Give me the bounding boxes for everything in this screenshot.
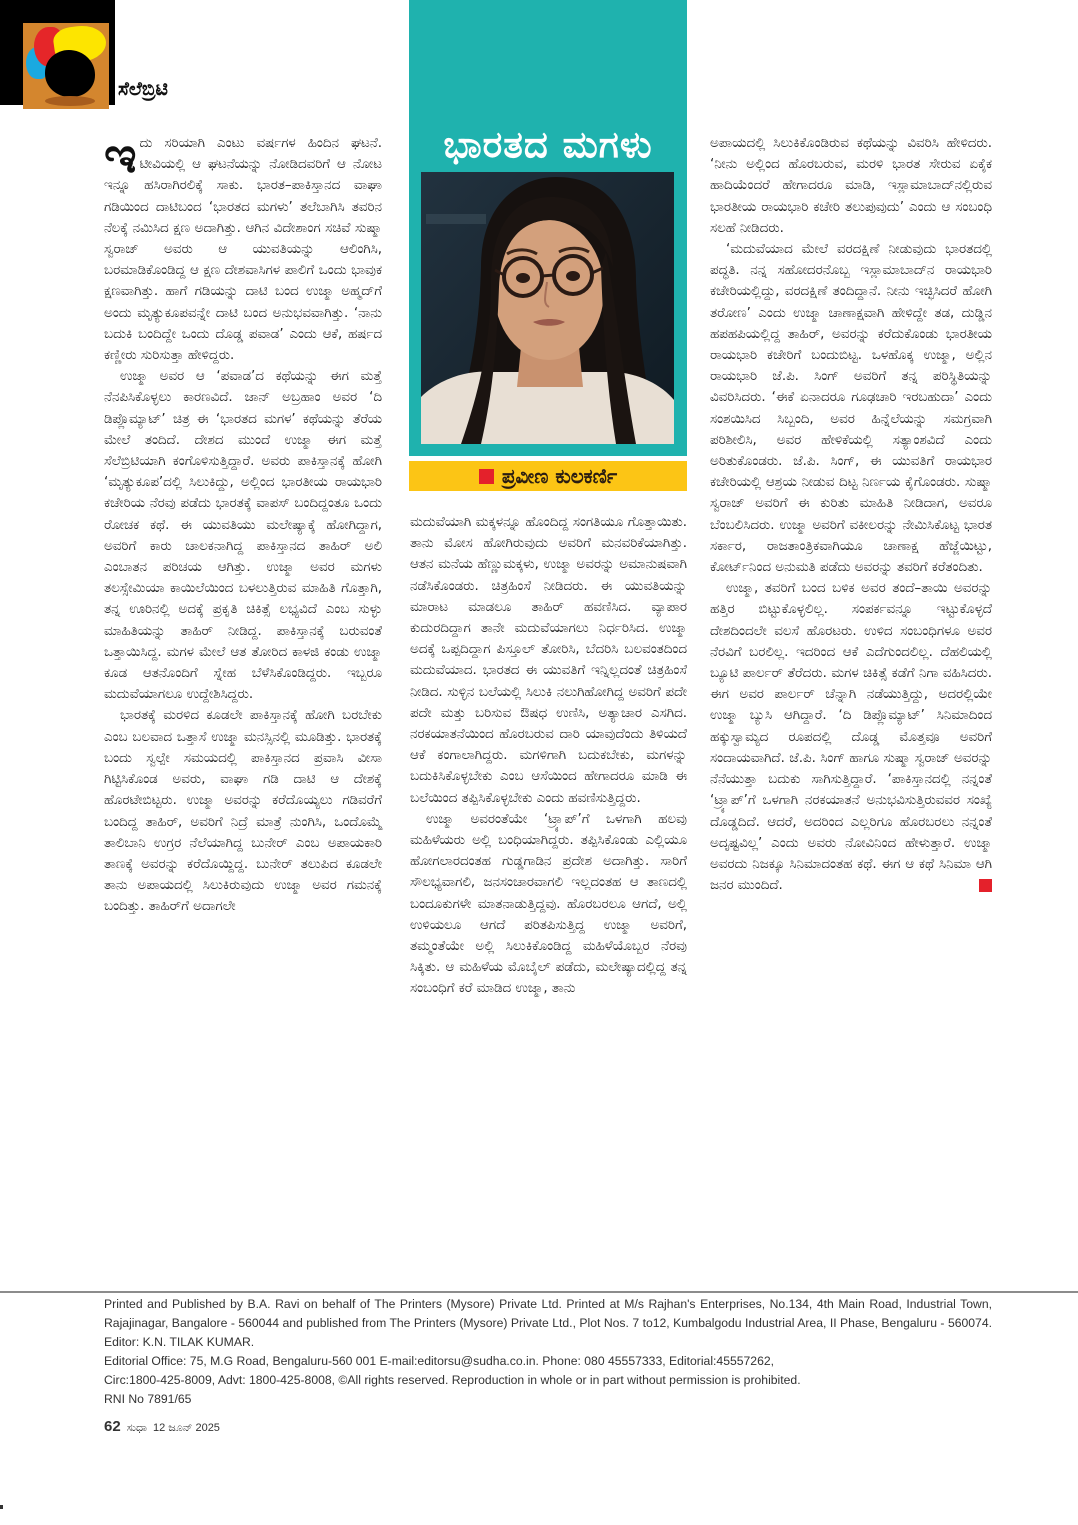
logo-shadow: [45, 96, 95, 106]
footer-divider: [0, 1291, 1078, 1293]
red-square-bullet-icon: [479, 469, 494, 484]
paragraph-4: ಮದುವೆಯಾಗಿ ಮಕ್ಕಳನ್ನೂ ಹೊಂದಿದ್ದ ಸಂಗತಿಯೂ ಗೊತ್ತಾಯಿತು. ತಾನು ಮೋಸ ಹೋಗಿರುವುದು ಅವರಿಗೆ ಮನವರಿಕೆಯಾಗಿತ್ತು. ಆತನ ಮನೆಯ ಹೆಣ್ಣುಮಕ್ಕಳು, ಉಜ್ಮಾ ಅವರನ್ನು ಅಮಾನುಷವಾಗಿ ನಡೆಸಿಕೊಂಡರು. ಚಿತ್ರಹಿಂಸೆ ನೀಡಿದರು. ಈ ಯುವತಿಯನ್ನು ಮಾರಾಟ ಮಾಡಲೂ ತಾಹಿರ್ ಹವಣಿಸಿದ. ವ್ಯಾಪಾರ ಕುದುರದಿದ್ದಾಗ ತಾನೇ ಮದುವೆಯಾಗಲು ನಿರ್ಧರಿಸಿದ. ಉಜ್ಮಾ ಅದಕ್ಕೆ ಒಪ್ಪದಿದ್ದಾಗ ಪಿಸ್ತೂಲ್ ತೋರಿಸಿ, ಬೆದರಿಸಿ ಬಲವಂತದಿಂದ ಮದುವೆಯಾದ. ಭಾರತದ ಈ ಯುವತಿಗೆ ಇನ್ನಿಲ್ಲದಂತೆ ಚಿತ್ರಹಿಂಸೆ ನೀಡಿದ. ಸುಳ್ಳಿನ ಬಲೆಯಲ್ಲಿ ಸಿಲುಕಿ ನಲುಗಿಹೋಗಿದ್ದ ಅವರಿಗೆ ಪದೇ ಪದೇ ಮತ್ತು ಬರಿಸುವ ಔಷಧ ಉಣಿಸಿ, ಅತ್ಯಾಚಾರ ಎಸಗಿದ. ನರಕಯಾತನೆಯಿಂದ ಹೊರಬರುವ ದಾರಿ ಯಾವುದೆಂದು ತಿಳಿಯದೆ ಆಕೆ ಕಂಗಾಲಾಗಿದ್ದರು. ಮಗಳಿಗಾಗಿ ಬದುಕಬೇಕು, ಮಗಳನ್ನು ಬದುಕಿಸಿಕೊಳ್ಳಬೇಕು ಎಂಬ ಆಸೆಯಿಂದ ಹೇಗಾದರೂ ಮಾಡಿ ಈ ಬಲೆಯಿಂದ ತಪ್ಪಿಸಿಕೊಳ್ಳಬೇಕು ಎಂದು ಹವಣಿಸುತ್ತಿದ್ದರು.: [410, 515, 687, 806]
article-title: ಭಾರತದ ಮಗಳು: [443, 123, 653, 166]
end-of-article-icon: [979, 879, 992, 892]
imprint-line-publisher: Printed and Published by B.A. Ravi on behalf of The Printers (Mysore) Private Ltd. Printed at M/s Rajhan's Enterprises, No.134, 4th Main Road, Industrial Town, Rajajinagar, Bangalore - 560044 and published from The Printers (Mysore) Private Ltd., Plot Nos. 7 to12, Kumbalgodu Industrial Area, II Phase, Bengaluru - 560074. Editor: K.N. TILAK KUMAR.: [104, 1297, 992, 1349]
paragraph-7: ‘ಮದುವೆಯಾದ ಮೇಲೆ ವರದಕ್ಷಿಣೆ ನೀಡುವುದು ಭಾರತದಲ್ಲಿ ಪದ್ಧತಿ. ನನ್ನ ಸಹೋದರನೊಬ್ಬ ಇಸ್ಲಾಮಾಬಾದ್‌ನ ರಾಯಭಾರಿ ಕಚೇರಿಯಲ್ಲಿದ್ದು, ವರದಕ್ಷಿಣೆ ತಂದಿದ್ದಾನೆ. ನೀನು ಇಚ್ಛಿಸಿದರೆ ಹೋಗಿ ತರೋಣ’ ಎಂದು ಉಜ್ಮಾ ಚಾಣಾಕ್ಷವಾಗಿ ಹೇಳಿದ್ದೇ ತಡ, ದುಡ್ಡಿನ ಹಪಹಪಿಯಲ್ಲಿದ್ದ ತಾಹಿರ್, ಅವರನ್ನು ಕರೆದುಕೊಂಡು ಭಾರತೀಯ ರಾಯಭಾರಿ ಕಚೇರಿಗೆ ಬಂದುಬಿಟ್ಟ. ಒಳಹೊಕ್ಕ ಉಜ್ಮಾ, ಅಲ್ಲಿನ ರಾಯಭಾರಿ ಜೆ.ಪಿ. ಸಿಂಗ್ ಅವರಿಗೆ ತನ್ನ ಪರಿಸ್ಥಿತಿಯನ್ನು ವಿವರಿಸಿದರು. ‘ಈಕೆ ಏನಾದರೂ ಗೂಢಚಾರಿ ಇರಬಹುದಾ’ ಎಂದು ಸಂಶಯಿಸಿದ ಸಿಬ್ಬಂದಿ, ಅವರ ಹಿನ್ನೆಲೆಯನ್ನು ಸಮಗ್ರವಾಗಿ ಪರಿಶೀಲಿಸಿ, ಅವರ ಹೇಳಿಕೆಯಲ್ಲಿ ಸತ್ಯಾಂಶವಿದೆ ಎಂದು ಅರಿತುಕೊಂಡರು. ಜೆ.ಪಿ. ಸಿಂಗ್, ಈ ಯುವತಿಗೆ ರಾಯಭಾರ ಕಚೇರಿಯಲ್ಲಿ ಆಶ್ರಯ ನೀಡುವ ದಿಟ್ಟ ನಿರ್ಣಯ ಕೈಗೊಂಡರು. ಸುಷ್ಮಾ ಸ್ವರಾಜ್ ಅವರಿಗೆ ಈ ಕುರಿತು ಮಾಹಿತಿ ನೀಡಿದಾಗ, ಅವರೂ ಬೆಂಬಲಿಸಿದರು. ಉಜ್ಮಾ ಅವರಿಗೆ ವಕೀಲರನ್ನು ನೇಮಿಸಿಕೊಟ್ಟ ಭಾರತ ಸರ್ಕಾರ, ರಾಜತಾಂತ್ರಿಕವಾಗಿಯೂ ಚಾಣಾಕ್ಷ ಹೆಜ್ಜೆಯಿಟ್ಟು, ಕೋರ್ಟ್‌ನಿಂದ ಅನುಮತಿ ಪಡೆದು ಅವರನ್ನು ತವರಿಗೆ ಕರೆತಂದಿತು.: [710, 242, 992, 576]
paragraph-2: ಉಜ್ಮಾ ಅವರ ಆ ‘ಪವಾಡ’ದ ಕಥೆಯನ್ನು ಈಗ ಮತ್ತೆ ನೆನಪಿಸಿಕೊಳ್ಳಲು ಕಾರಣವಿದೆ. ಜಾನ್ ಅಬ್ರಹಾಂ ಅವರ ‘ದಿ ಡಿಪ್ಲೊಮ್ಯಾಟ್’ ಚಿತ್ರ ಈ ‘ಭಾರತದ ಮಗಳ’ ಕಥೆಯನ್ನು ತೆರೆಯ ಮೇಲೆ ತಂದಿದೆ. ದೇಶದ ಮುಂದೆ ಉಜ್ಮಾ ಈಗ ಮತ್ತೆ ಸೆಲೆಬ್ರಿಟಿಯಾಗಿ ಕಂಗೊಳಿಸುತ್ತಿದ್ದಾರೆ. ಅವರು ಪಾಕಿಸ್ತಾನಕ್ಕೆ ಹೋಗಿ ‘ಮೃತ್ಯುಕೂಪ’ದಲ್ಲಿ ಸಿಲುಕಿದ್ದು, ಅಲ್ಲಿಂದ ಭಾರತೀಯ ರಾಯಭಾರಿ ಕಚೇರಿಯ ನೆರವು ಪಡೆದು ಭಾರತಕ್ಕೆ ವಾಪಸ್ ಬಂದಿದ್ದಂತೂ ಒಂದು ರೋಚಕ ಕಥೆ. ಈ ಯುವತಿಯು ಮಲೇಷ್ಯಾಕ್ಕೆ ಹೋಗಿದ್ದಾಗ, ಅವರಿಗೆ ಕಾರು ಚಾಲಕನಾಗಿದ್ದ ಪಾಕಿಸ್ತಾನದ ತಾಹಿರ್ ಅಲಿ ಎಂಬಾತನ ಪರಿಚಯ ಆಗಿತ್ತು. ಉಜ್ಮಾ ಅವರ ಮಗಳು ತಲಸ್ಸೇಮಿಯಾ ಕಾಯಿಲೆಯಿಂದ ಬಳಲುತ್ತಿರುವ ಮಾಹಿತಿ ಗೊತ್ತಾಗಿ, ತನ್ನ ಊರಿನಲ್ಲಿ ಅದಕ್ಕೆ ಪ್ರಕೃತಿ ಚಿಕಿತ್ಸೆ ಲಭ್ಯವಿದೆ ಎಂಬ ಸುಳ್ಳು ಮಾಹಿತಿಯನ್ನು ತಾಹಿರ್ ನೀಡಿದ್ದ. ಪಾಕಿಸ್ತಾನಕ್ಕೆ ಬರುವಂತೆ ಒತ್ತಾಯಿಸಿದ್ದ. ಮಗಳ ಮೇಲೆ ಆತ ತೋರಿದ ಕಾಳಜಿ ಕಂಡು ಉಜ್ಮಾ ಕೂಡ ಆತನೊಂದಿಗೆ ಸ್ನೇಹ ಬೆಳೆಸಿಕೊಂಡಿದ್ದರು. ಇಬ್ಬರೂ ಮದುವೆಯಾಗಲೂ ಉದ್ದೇಶಿಸಿದ್ದರು.: [104, 369, 382, 703]
imprint-line-contacts: Circ:1800-425-8009, Advt: 1800-425-8008, ©All rights reserved. Reproduction in whole or in part without permission is prohibited.: [104, 1373, 801, 1387]
article-column-3: [710, 133, 992, 896]
paragraph-5: ಉಜ್ಮಾ ಅವರಂತೆಯೇ ‘ಟ್ರ್ಯಾಪ್’ಗೆ ಒಳಗಾಗಿ ಹಲವು ಮಹಿಳೆಯರು ಅಲ್ಲಿ ಬಂಧಿಯಾಗಿದ್ದರು. ತಪ್ಪಿಸಿಕೊಂಡು ಎಲ್ಲಿಯೂ ಹೋಗಲಾರದಂತಹ ಗುಡ್ಡಗಾಡಿನ ಪ್ರದೇಶ ಅದಾಗಿತ್ತು. ಸಾರಿಗೆ ಸೌಲಭ್ಯವಾಗಲಿ, ಜನಸಂಚಾರವಾಗಲಿ ಇಲ್ಲದಂತಹ ಆ ತಾಣದಲ್ಲಿ ಬಂದೂಕುಗಳೇ ಮಾತನಾಡುತ್ತಿದ್ದವು. ಹೊರಬರಲೂ ಆಗದೆ, ಅಲ್ಲಿ ಉಳಿಯಲೂ ಆಗದೆ ಪರಿತಪಿಸುತ್ತಿದ್ದ ಉಜ್ಮಾ ಅವರಿಗೆ, ತಮ್ಮಂತೆಯೇ ಅಲ್ಲಿ ಸಿಲುಕಿಕೊಂಡಿದ್ದ ಮಹಿಳೆಯೊಬ್ಬರ ನೆರವು ಸಿಕ್ಕಿತು. ಆ ಮಹಿಳೆಯ ಮೊಬೈಲ್ ಪಡೆದು, ಮಲೇಷ್ಯಾದಲ್ಲಿದ್ದ ತನ್ನ ಸಂಬಂಧಿಗೆ ಕರೆ ಮಾಡಿದ ಉಜ್ಮಾ, ತಾನು: [410, 811, 687, 997]
issue-date: 12 ಜೂನ್ 2025: [153, 1422, 220, 1434]
crop-mark: [0, 1505, 3, 1509]
paragraph-3: ಭಾರತಕ್ಕೆ ಮರಳಿದ ಕೂಡಲೇ ಪಾಕಿಸ್ತಾನಕ್ಕೆ ಹೋಗಿ ಬರಬೇಕು ಎಂಬ ಬಲವಾದ ಒತ್ತಾಸೆ ಉಜ್ಮಾ ಮನಸ್ಸಿನಲ್ಲಿ ಮೂಡಿತ್ತು. ಭಾರತಕ್ಕೆ ಬಂದು ಸ್ವಲ್ಪೇ ಸಮಯದಲ್ಲಿ ಪಾಕಿಸ್ತಾನದ ಪ್ರವಾಸಿ ವೀಸಾ ಗಿಟ್ಟಿಸಿಕೊಂಡ ಅವರು, ವಾಘಾ ಗಡಿ ದಾಟಿ ಆ ದೇಶಕ್ಕೆ ಹೊರಟೇಬಿಟ್ಟರು. ಉಜ್ಮಾ ಅವರನ್ನು ಕರೆದೊಯ್ಯಲು ಗಡಿವರೆಗೆ ಬಂದಿದ್ದ ತಾಹಿರ್, ಅವರಿಗೆ ನಿದ್ರೆ ಮಾತ್ರೆ ನುಂಗಿಸಿ, ಒಂದೊಮ್ಮೆ ತಾಲಿಬಾನಿ ಉಗ್ರರ ನೆಲೆಯಾಗಿದ್ದ ಬುನೇರ್ ಎಂಬ ಅಪಾಯಕಾರಿ ತಾಣಕ್ಕೆ ಅವರನ್ನು ಕರೆದೊಯ್ದಿದ್ದ. ಬುನೇರ್ ತಲುಪಿದ ಕೂಡಲೇ ತಾನು ಅಪಾಯದಲ್ಲಿ ಸಿಲುಕಿರುವುದು ಉಜ್ಮಾ ಅವರ ಗಮನಕ್ಕೆ ಬಂದಿತ್ತು. ತಾಹಿರ್‌ಗೆ ಅದಾಗಲೇ: [104, 708, 382, 915]
celebrity-section-logo-icon: [23, 23, 109, 109]
portrait-illustration: [421, 172, 674, 444]
page-folio: [104, 1418, 220, 1435]
logo-black-blob: [45, 50, 95, 97]
magazine-name: ಸುಧಾ: [126, 1422, 148, 1434]
page-number: 62: [104, 1418, 121, 1435]
article-column-1: [104, 126, 382, 918]
paragraph-1: ಇದು ಸರಿಯಾಗಿ ಎಂಟು ವರ್ಷಗಳ ಹಿಂದಿನ ಘಟನೆ. ಟೀವಿಯಲ್ಲಿ ಆ ಘಟನೆಯನ್ನು ನೋಡಿದವರಿಗೆ ಆ ನೋಟ ಇನ್ನೂ ಹಸಿರಾಗಿರಲಿಕ್ಕೆ ಸಾಕು. ಭಾರತ–ಪಾಕಿಸ್ತಾನದ ವಾಘಾ ಗಡಿಯಿಂದ ದಾಟಿಬಂದ ‘ಭಾರತದ ಮಗಳು’ ತಲೆಬಾಗಿಸಿ ತವರಿನ ನೆಲಕ್ಕೆ ನಮಿಸಿದ ಕ್ಷಣ ಅದಾಗಿತ್ತು. ಆಗಿನ ವಿದೇಶಾಂಗ ಸಚಿವೆ ಸುಷ್ಮಾ ಸ್ವರಾಜ್ ಅವರು ಆ ಯುವತಿಯನ್ನು ಆಲಿಂಗಿಸಿ, ಬರಮಾಡಿಕೊಂಡಿದ್ದ ಆ ಕ್ಷಣ ದೇಶವಾಸಿಗಳ ಪಾಲಿಗೆ ಒಂದು ಭಾವುಕ ಕ್ಷಣವಾಗಿತ್ತು. ಹಾಗೆ ಗಡಿಯನ್ನು ದಾಟಿ ಬಂದ ಉಜ್ಮಾ ಅಹ್ಮದ್‌ಗೆ ಅಂದು ಮೃತ್ಯುಕೂಪವನ್ನೇ ದಾಟಿ ಬಂದ ಅನುಭವವಾಗಿತ್ತು. ‘ನಾನು ಬದುಕಿ ಬಂದಿದ್ದೇ ಒಂದು ದೊಡ್ಡ ಪವಾಡ’ ಎಂದು ಆಕೆ, ಹರ್ಷದ ಕಣ್ಣೀರು ಸುರಿಸುತ್ತಾ ಹೇಳಿದ್ದರು.: [104, 126, 382, 364]
portrait-photo: [421, 172, 674, 444]
imprint-line-rni: RNI No 7891/65: [104, 1392, 192, 1406]
article-column-2: [410, 512, 687, 1000]
section-label: ಸೆಲೆಬ್ರಿಟಿ: [118, 78, 168, 100]
imprint-block: [104, 1295, 992, 1409]
imprint-line-editorial-office: Editorial Office: 75, M.G Road, Bengaluru-560 001 E-mail:editorsu@sudha.co.in. Phone: 080 45557333, Editorial:45557262,: [104, 1354, 775, 1368]
paragraph-6: ಅಪಾಯದಲ್ಲಿ ಸಿಲುಕಿಕೊಂಡಿರುವ ಕಥೆಯನ್ನು ವಿವರಿಸಿ ಹೇಳಿದರು. ‘ನೀನು ಅಲ್ಲಿಂದ ಹೊರಬರುವ, ಮರಳಿ ಭಾರತ ಸೇರುವ ಏಕೈಕ ಹಾದಿಯೆಂದರೆ ಹೇಗಾದರೂ ಮಾಡಿ, ಇಸ್ಲಾಮಾಬಾದ್‌ನಲ್ಲಿರುವ ಭಾರತೀಯ ರಾಯಭಾರಿ ಕಚೇರಿ ತಲುಪುವುದು’ ಎಂದು ಆ ಸಂಬಂಧಿ ಸಲಹೆ ನೀಡಿದರು.: [710, 136, 992, 236]
paragraph-8: ಉಜ್ಮಾ, ತವರಿಗೆ ಬಂದ ಬಳಿಕ ಅವರ ತಂದೆ–ತಾಯಿ ಅವರನ್ನು ಹತ್ತಿರ ಬಿಟ್ಟುಕೊಳ್ಳಲಿಲ್ಲ. ಸಂಪರ್ಕವನ್ನೂ ಇಟ್ಟುಕೊಳ್ಳದೆ ದೇಶದಿಂದಲೇ ವಲಸೆ ಹೊರಟರು. ಉಳಿದ ಸಂಬಂಧಿಗಳೂ ಅವರ ನೆರವಿಗೆ ಬರಲಿಲ್ಲ. ಇದರಿಂದ ಆಕೆ ಎದೆಗುಂದಲಿಲ್ಲ. ದೆಹಲಿಯಲ್ಲಿ ಬ್ಯೂಟಿ ಪಾರ್ಲರ್ ತೆರೆದರು. ಮಗಳ ಚಿಕಿತ್ಸೆ ಕಡೆಗೆ ನಿಗಾ ವಹಿಸಿದರು. ಈಗ ಅವರ ಪಾರ್ಲರ್ ಚೆನ್ನಾಗಿ ನಡೆಯುತ್ತಿದ್ದು, ಅದರಲ್ಲಿಯೇ ಉಜ್ಮಾ ಬ್ಯುಸಿ ಆಗಿದ್ದಾರೆ. ‘ದಿ ಡಿಪ್ಲೊಮ್ಯಾಟ್’ ಸಿನಿಮಾದಿಂದ ಹಕ್ಕುಸ್ವಾಮ್ಯದ ರೂಪದಲ್ಲಿ ದೊಡ್ಡ ಮೊತ್ತವೂ ಅವರಿಗೆ ಸಂದಾಯವಾಗಿದೆ. ಜೆ.ಪಿ. ಸಿಂಗ್ ಹಾಗೂ ಸುಷ್ಮಾ ಸ್ವರಾಜ್ ಅವರನ್ನು ನೆನೆಯುತ್ತಾ ಬದುಕು ಸಾಗಿಸುತ್ತಿದ್ದಾರೆ. ‘ಪಾಕಿಸ್ತಾನದಲ್ಲಿ ನನ್ನಂತೆ ‘ಟ್ರ್ಯಾಪ್’ಗೆ ಒಳಗಾಗಿ ನರಕಯಾತನೆ ಅನುಭವಿಸುತ್ತಿರುವವರ ಸಂಖ್ಯೆ ದೊಡ್ಡದಿದೆ. ಆದರೆ, ಅದರಿಂದ ಎಲ್ಲರಿಗೂ ಹೊರಬರಲು ನನ್ನಂತೆ ಅದೃಷ್ಟವಿಲ್ಲ’ ಎಂದು ಅವರು ನೋವಿನಿಂದ ಹೇಳುತ್ತಾರೆ. ಉಜ್ಮಾ ಅವರದು ನಿಜಕ್ಕೂ ಸಿನಿಮಾದಂತಹ ಕಥೆ. ಈಗ ಆ ಕಥೆ ಸಿನಿಮಾ ಆಗಿ ಜನರ ಮುಂದಿದೆ.: [710, 581, 992, 894]
title-panel: [409, 0, 687, 456]
byline-bar: [409, 461, 687, 491]
author-name: ಪ್ರವೀಣ ಕುಲಕರ್ಣಿ: [501, 464, 618, 488]
drop-cap: ಇ: [104, 126, 137, 184]
